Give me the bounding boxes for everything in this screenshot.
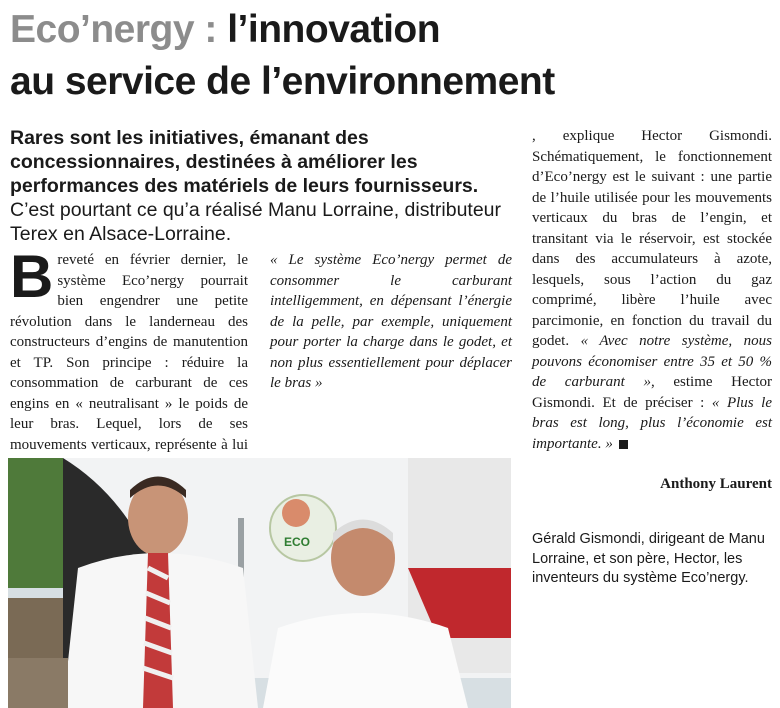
dropcap: B — [10, 243, 54, 310]
author-byline: Anthony Laurent — [660, 476, 772, 492]
quote-1: « Le système Eco’nergy permet de consommer le carburant intelligemment, en dépensant l’énergie de la pelle, par exemple, uniquement pour porter la charge dans le godet, et non plus essentiellement pour déplacer le bras » — [270, 252, 512, 391]
quote-3: « Plus le bras est long, plus l’économie est importante. » — [532, 394, 772, 452]
headline — [10, 4, 555, 108]
body-text-1: reveté en février dernier, le système Eco’nergy pourrait bien engendrer une petite révolution dans le landerneau des constructeurs d’engins de manutention et TP. Son principe : réduire la consommation de carburant de ces engins en « neutralisant » le poids de leur bras. Lequel, lors de ses mouvements verticaux, représente à lui — [10, 252, 248, 453]
end-mark — [619, 440, 628, 449]
photo-logo-text: ECO — [284, 535, 311, 549]
body-column-2 — [270, 250, 512, 394]
body-text-3a: , explique Hector Gismondi. Schématiquement, le fonctionnement d’Eco’nergy est le suivant : une partie de l’huile utilisée pour les mouvements verticaux du bras de l’engin, et transitant via le réservoir, est stockée dans des accumulateurs à azote, lesquels, sous l’action du gaz comprimé, libère l’huile avec parcimonie, en fonction du travail du godet. — [532, 128, 772, 349]
headline-line1: l’innovation — [216, 8, 441, 51]
headline-brand: Eco’nergy : — [10, 8, 217, 51]
body-column-3 — [532, 126, 772, 454]
photo — [8, 458, 511, 708]
body-text-3b: , estime Hector Gismondi. Et de préciser : — [532, 374, 772, 411]
photo-caption: Gérald Gismondi, dirigeant de Manu Lorraine, et son père, Hector, les inventeurs du système Eco’nergy. — [532, 531, 765, 586]
photo-illustration — [8, 458, 511, 708]
lede-bold: Rares sont les initiatives, émanant des concessionnaires, destinées à améliorer les performances des matériels de leurs fournisseurs. — [10, 127, 479, 197]
quote-2: « Avec notre système, nous pouvons économiser entre 35 et 50 % de carburant » — [532, 333, 772, 390]
lede-regular: C’est pourtant ce qu’a réalisé Manu Lorraine, distributeur Terex en Alsace-Lorraine. — [10, 199, 502, 245]
headline-line2: au service de l’environnement — [10, 60, 555, 103]
